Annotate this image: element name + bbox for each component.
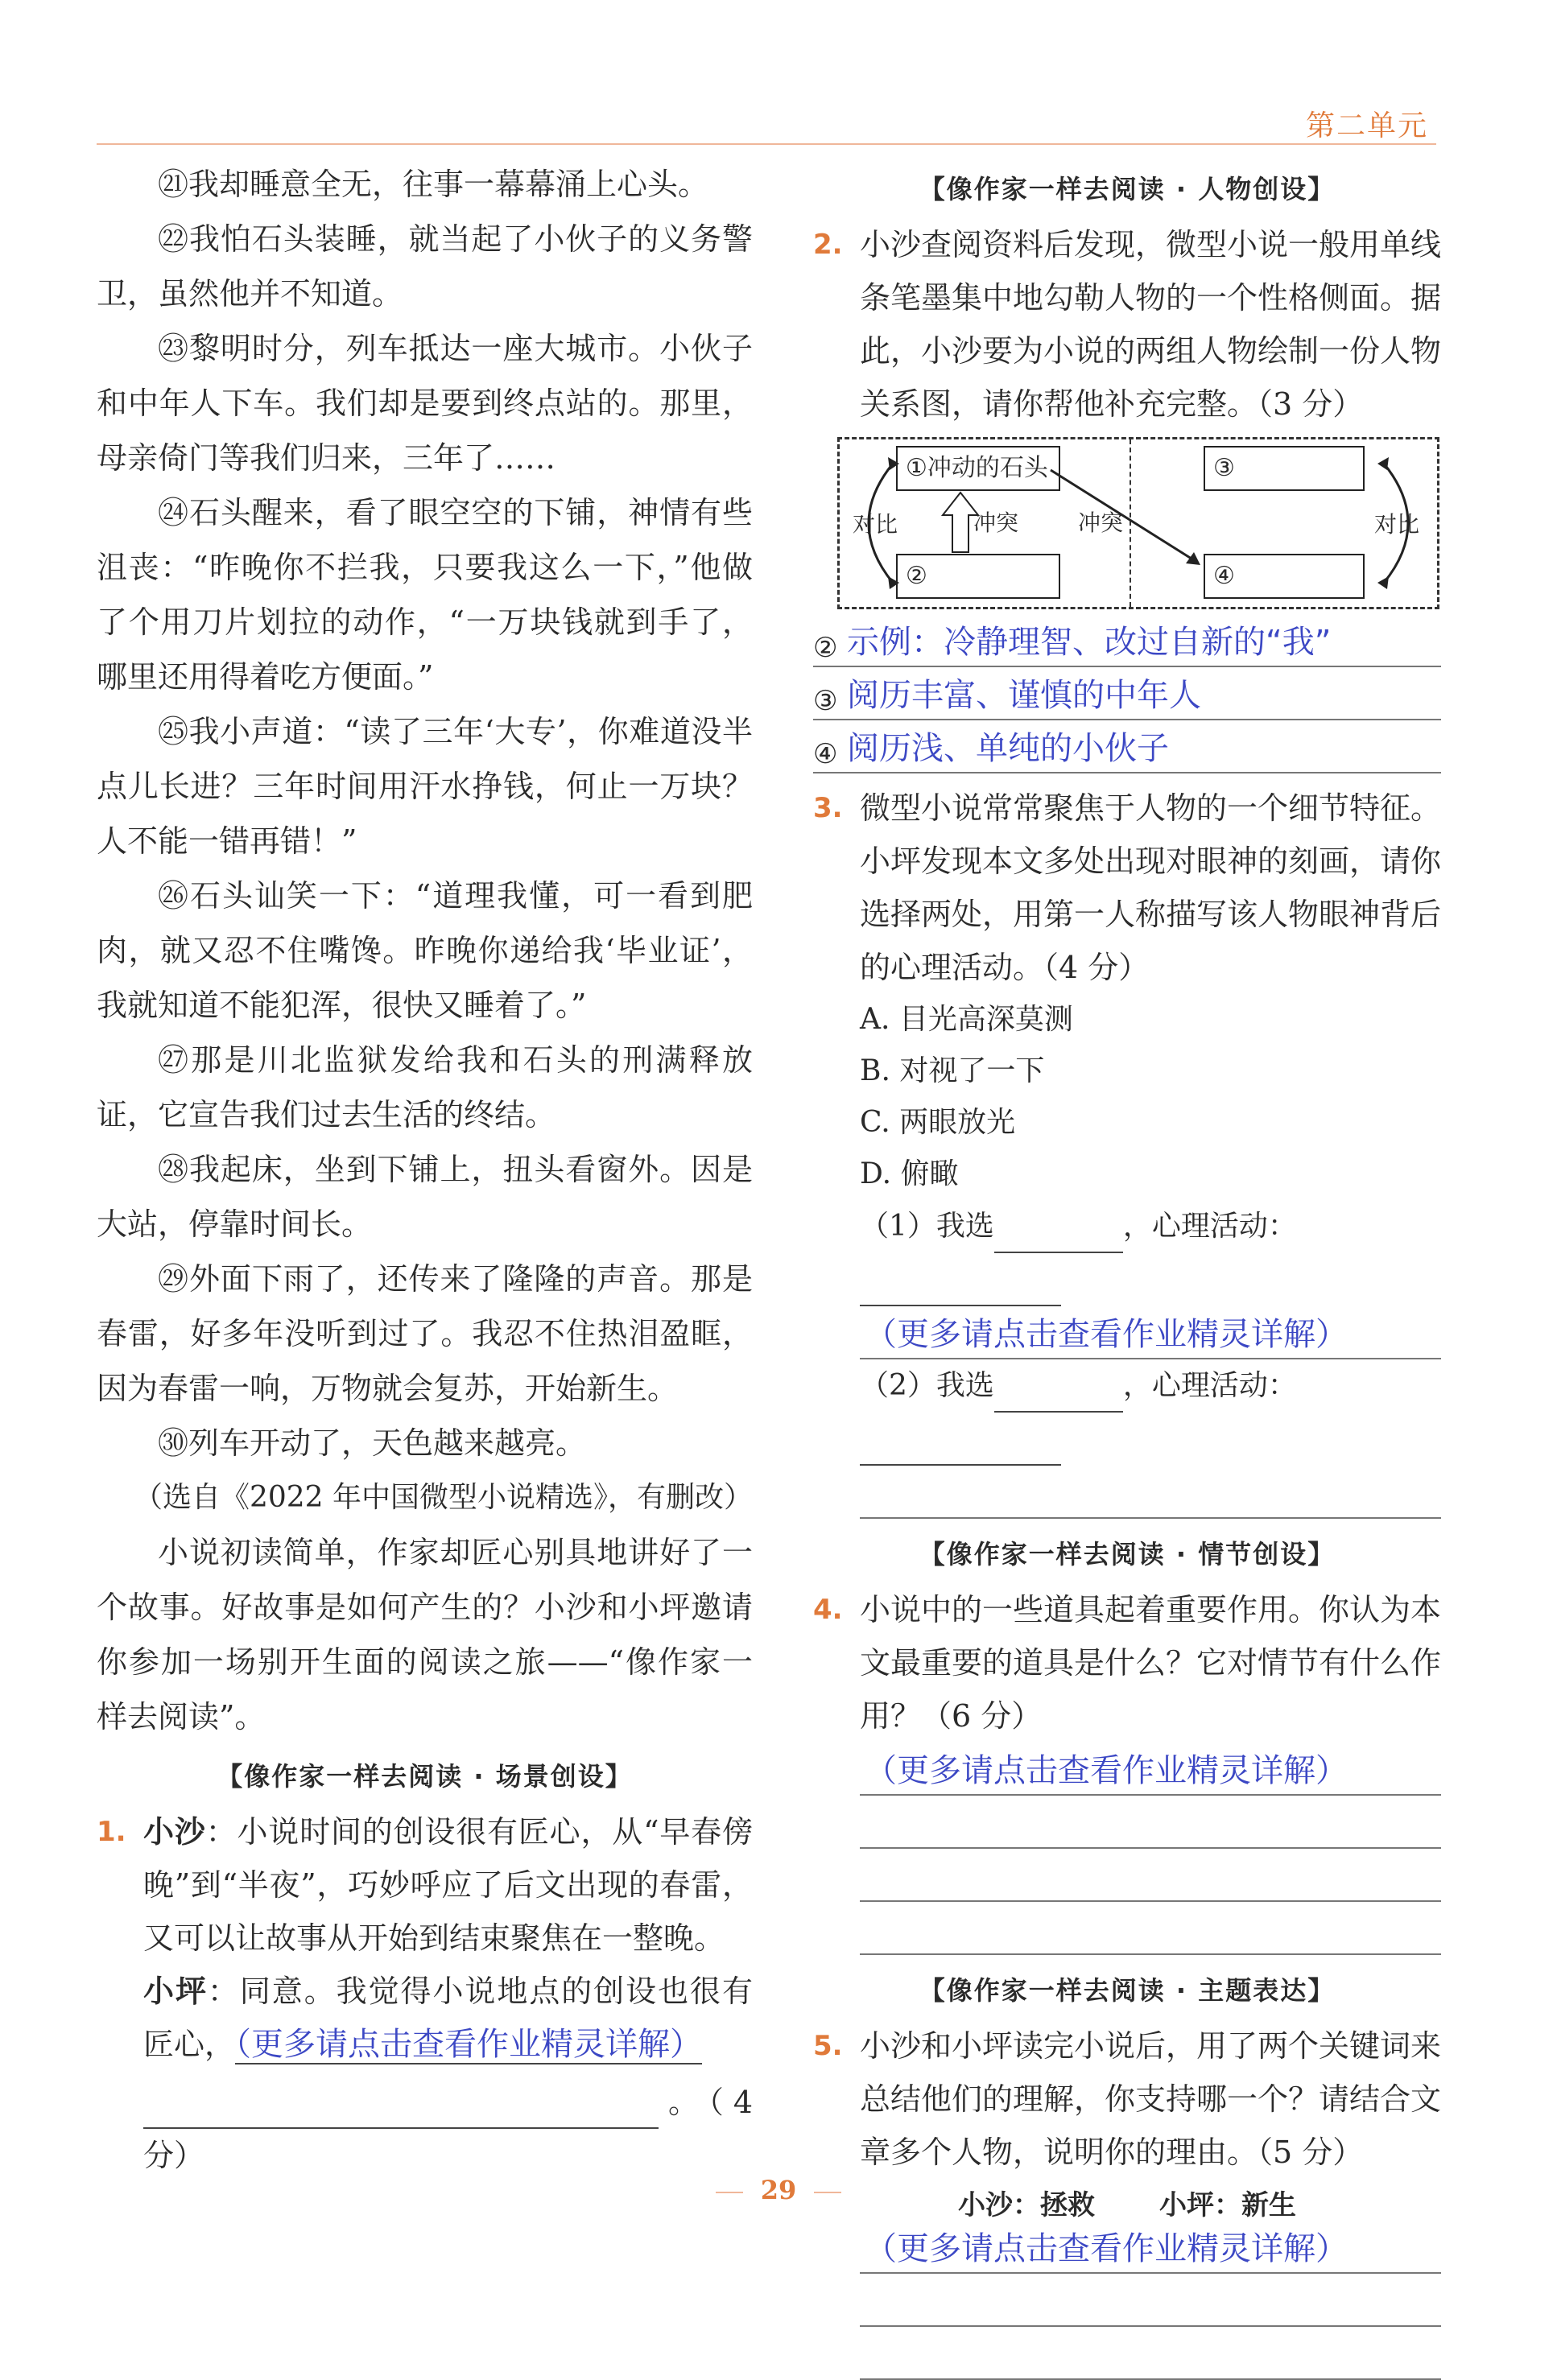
option-a: A. 目光高深莫测: [860, 1003, 1073, 1036]
speaker-xiaoping: 小坪: [143, 1974, 208, 2009]
answer-line: [860, 1306, 1441, 1359]
label-contrast-left: 对比: [853, 511, 898, 538]
section-heading-theme: 【像作家一样去阅读 · 主题表达】: [919, 1975, 1336, 2006]
source-note: （选自《2022 年中国微型小说精选》，有删改）: [133, 1481, 753, 1514]
diagram-box-1: ①冲动的石头: [896, 446, 1060, 491]
answer-line: ④ 阅历浅、单纯的小伙子: [813, 720, 1441, 773]
answer-blank[interactable]: [143, 2089, 659, 2129]
option-b: B. 对视了一下: [860, 1054, 1045, 1087]
answer-line[interactable]: [860, 1902, 1441, 1955]
keyword-xiaoping: 小坪：新生: [1159, 2189, 1296, 2221]
question-number: 4.: [813, 1594, 843, 1626]
answer-text: 阅历丰富、谨慎的中年人: [847, 677, 1201, 714]
curved-arrow-left: [869, 464, 893, 583]
diagram-box-4[interactable]: ④: [1204, 554, 1365, 599]
right-column: [813, 157, 1441, 2380]
label-conflict-left: 冲突: [973, 509, 1019, 536]
answer-line[interactable]: [860, 1849, 1441, 1902]
section-heading-scene: 【像作家一样去阅读 · 场景创设】: [217, 1761, 633, 1792]
question-5: [813, 2019, 1441, 2179]
section-heading-plot: 【像作家一样去阅读 · 情节创设】: [919, 1539, 1336, 1569]
story-paragraph: ㉗那是川北监狱发给我和石头的刑满释放证，它宣告我们过去生活的终结。: [97, 1042, 753, 1132]
story-paragraph: ㉑我却睡意全无，往事一幕幕涌上心头。: [158, 167, 709, 202]
story-paragraph: ㉙外面下雨了，还传来了隆隆的声音。那是春雷，好多年没听到过了。我忍不住热泪盈眶，因为春雷一响，万物就会复苏，开始新生。: [97, 1261, 753, 1406]
label-conflict-right: 冲突: [1078, 509, 1124, 536]
question-3-text: 微型小说常常聚焦于人物的一个细节特征。小坪发现本文多处出现对眼神的刻画，请你选择两处，用第一人称描写该人物眼神背后的心理活动。（4 分）: [860, 790, 1442, 985]
page-number: 29: [0, 2175, 1557, 2205]
sub-question-2: （2）我选 ，心理活动：: [860, 1359, 1441, 1466]
question-5-text: 小沙和小坪读完小说后，用了两个关键词来总结他们的理解，你支持哪一个？请结合文章多个人物，说明你的理由。（5 分）: [860, 2028, 1442, 2170]
answer-blank[interactable]: [860, 1425, 1061, 1466]
answer-text: 阅历浅、单纯的小伙子: [847, 730, 1169, 767]
question-1-text-b: ：同意。我觉得小说地点的创设也很有匠心，: [143, 1974, 753, 2062]
question-2-answers: [813, 614, 1441, 773]
options: [860, 994, 1441, 1200]
choice-blank[interactable]: [994, 1213, 1123, 1253]
answer-line[interactable]: [860, 1796, 1441, 1849]
question-number: 5.: [813, 2030, 843, 2062]
sub-question-1: （1）我选 ，心理活动：: [860, 1200, 1441, 1306]
speaker-xiaosha: 小沙: [143, 1814, 206, 1850]
label-contrast-right: 对比: [1374, 511, 1420, 538]
question-1: [97, 1805, 753, 2182]
answer-line[interactable]: [860, 2327, 1441, 2380]
intro-paragraph: 小说初读简单，作家却匠心别具地讲好了一个故事。好故事是如何产生的？小沙和小坪邀请你参加一场别开生面的阅读之旅——“像作家一样去阅读”。: [97, 1535, 753, 1734]
story-paragraph: ㉔石头醒来，看了眼空空的下铺，神情有些沮丧：“昨晚你不拦我，只要我这么一下，”他做了个用刀片划拉的动作，“一万块钱就到手了，哪里还用得着吃方便面。”: [97, 495, 753, 695]
diagram-arrows: [840, 439, 1437, 607]
question-4: [813, 1583, 1441, 1743]
answer-blank[interactable]: [860, 1266, 1061, 1306]
answer-text: 示例：冷静理智、改过自新的“我”: [847, 624, 1332, 661]
question-1-text-a: ：小说时间的创设很有匠心，从“早春傍晚”到“半夜”，巧妙呼应了后文出现的春雷，又可以让故事从开始到结束聚焦在一整晚。: [143, 1814, 753, 1956]
answer-line: ③ 阅历丰富、谨慎的中年人: [813, 667, 1441, 720]
question-3: [813, 782, 1441, 994]
story-paragraph: ㉚列车开动了，天色越来越亮。: [158, 1425, 587, 1461]
choice-blank[interactable]: [994, 1372, 1123, 1413]
answer-line: [860, 2232, 1441, 2274]
answer-link[interactable]: （更多请点击查看作业精灵详解）: [865, 2230, 1348, 2267]
story-paragraph: ㉖石头讪笑一下：“道理我懂，可一看到肥肉，就又忍不住嘴馋。昨晚你递给我‘毕业证’，我就知道不能犯浑，很快又睡着了。”: [97, 878, 753, 1023]
question-number: 2.: [813, 229, 843, 261]
answer-line: ② 示例：冷静理智、改过自新的“我”: [813, 614, 1441, 667]
diagonal-arrow: [1051, 470, 1194, 560]
diagram-box-2[interactable]: ②: [896, 554, 1060, 599]
option-c: C. 两眼放光: [860, 1106, 1016, 1139]
answer-link[interactable]: （更多请点击查看作业精灵详解）: [865, 1752, 1348, 1789]
diagram-box-3[interactable]: ③: [1204, 446, 1365, 491]
score-note: 。（4 分）: [143, 2085, 753, 2173]
question-4-text: 小说中的一些道具起着重要作用。你认为本文最重要的道具是什么？它对情节有什么作用？（6 分）: [860, 1592, 1442, 1734]
left-column: [97, 157, 753, 2182]
answer-line[interactable]: [860, 1466, 1441, 1519]
section-heading-character: 【像作家一样去阅读 · 人物创设】: [919, 174, 1336, 204]
story-paragraph: ㉓黎明时分，列车抵达一座大城市。小伙子和中年人下车。我们却是要到终点站的。那里，母亲倚门等我们归来，三年了……: [97, 331, 753, 476]
story-paragraph: ㉘我起床，坐到下铺上，扭头看窗外。因是大站，停靠时间长。: [97, 1152, 753, 1242]
question-number: 1.: [97, 1816, 126, 1848]
header-divider: [97, 143, 1436, 145]
question-2: [813, 218, 1441, 431]
story-paragraph: ㉒我怕石头装睡，就当起了小伙子的义务警卫，虽然他并不知道。: [97, 221, 753, 311]
relationship-diagram: [837, 437, 1439, 609]
unit-title: 第二单元: [1305, 109, 1428, 142]
hollow-up-arrow: [943, 493, 978, 552]
curved-arrow-right: [1384, 464, 1408, 583]
answer-link[interactable]: （更多请点击查看作业精灵详解）: [865, 1316, 1348, 1353]
answer-line[interactable]: [860, 2274, 1441, 2327]
option-d: D. 俯瞰: [860, 1157, 959, 1190]
question-number: 3.: [813, 792, 843, 824]
keyword-xiaosha: 小沙：拯救: [958, 2189, 1095, 2221]
answer-link[interactable]: （更多请点击查看作业精灵详解）: [235, 2026, 703, 2063]
story-paragraph: ㉕我小声道：“读了三年‘大专’，你难道没半点儿长进？三年时间用汗水挣钱，何止一万块？人不能一错再错！”: [97, 714, 753, 859]
answer-line: [860, 1743, 1441, 1796]
question-2-text: 小沙查阅资料后发现，微型小说一般用单线条笔墨集中地勾勒人物的一个性格侧面。据此，小沙要为小说的两组人物绘制一份人物关系图，请你帮他补充完整。（3 分）: [860, 227, 1442, 422]
